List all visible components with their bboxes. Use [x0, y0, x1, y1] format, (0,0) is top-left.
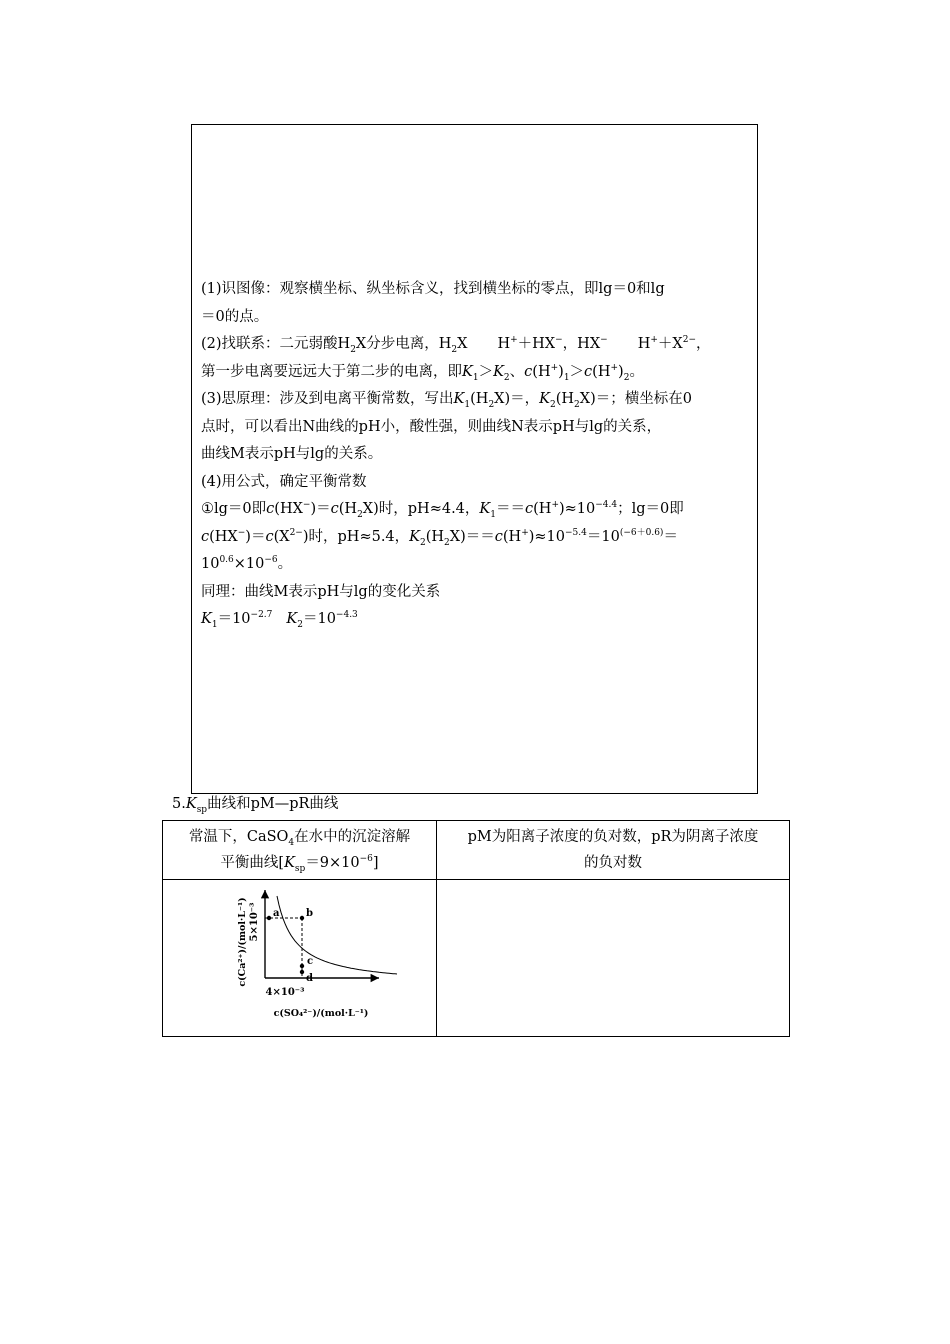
empty-cell: [437, 880, 790, 1037]
superscript: +: [510, 335, 518, 346]
superscript: −: [302, 500, 311, 511]
explanation-line-2: [201, 304, 753, 332]
point-label-b: b: [306, 908, 313, 919]
text: 同理：曲线M表示pH与lg的变化关系: [201, 583, 441, 600]
chart-points: [267, 908, 313, 984]
symbol-K: K: [284, 855, 295, 871]
symbol-c: c: [330, 501, 339, 517]
explanation-line-4: [201, 359, 753, 387]
text: (H: [470, 391, 489, 407]
subscript: 1: [211, 619, 218, 630]
symbol-K: K: [286, 611, 298, 627]
text: (H: [592, 363, 611, 380]
subscript: sp: [196, 804, 208, 815]
text: H: [637, 336, 651, 352]
explanation-line-8: [201, 469, 753, 497]
header-cell-pm-pr: [437, 821, 790, 880]
guide-lines: [265, 918, 302, 978]
y-axis-label: c(Ca²⁺)/(mol·L⁻¹): [237, 897, 248, 987]
text: 平衡曲线[: [220, 855, 285, 871]
explanation-line-5: [201, 386, 753, 414]
text: X分步电离，H: [355, 336, 452, 352]
superscript: 0.6: [219, 555, 234, 566]
explanation-line-11: [201, 551, 753, 579]
text: ＞: [478, 363, 494, 380]
text: X)＝；横坐标在0: [579, 391, 692, 407]
superscript: −: [600, 335, 608, 346]
superscript: −4.3: [335, 610, 358, 621]
subscript: 2: [451, 344, 458, 355]
y-tick-label: 5×10⁻³: [249, 902, 260, 942]
subscript: 2: [350, 344, 356, 355]
table-header-row: [163, 821, 790, 880]
text: )≈10: [528, 528, 566, 545]
header-cell-caso4: [163, 821, 437, 880]
symbol-c: c: [201, 528, 210, 545]
text: 。: [629, 363, 644, 380]
text: (H: [532, 363, 551, 380]
chart-cell: [163, 880, 437, 1037]
subscript: 2: [503, 372, 510, 383]
superscript: −: [237, 527, 246, 538]
text: H: [497, 336, 511, 352]
text: ): [558, 363, 564, 380]
text: (HX: [274, 501, 303, 517]
symbol-K: K: [493, 363, 504, 380]
chart-container: [169, 882, 443, 1034]
explanation-line-6: [201, 414, 753, 442]
text: )时，pH≈5.4，: [302, 528, 410, 545]
symbol-c: c: [494, 528, 503, 545]
point-label-c: c: [307, 956, 314, 967]
text: (X: [273, 528, 290, 545]
subscript: 1: [563, 372, 570, 383]
point-c: [300, 964, 304, 968]
superscript: −5.4: [565, 527, 587, 538]
solubility-curve: [277, 896, 397, 974]
text: (H: [502, 528, 522, 545]
symbol-c: c: [266, 501, 275, 517]
symbol-K: K: [539, 391, 550, 407]
text: ，: [696, 336, 711, 352]
text: (3)思原理：涉及到电离平衡常数，写出: [201, 391, 454, 407]
subscript: 2: [550, 399, 556, 410]
text: ①lg＝0即: [201, 501, 267, 517]
superscript: −2.7: [250, 610, 273, 621]
x-tick-label: 4×10⁻³: [265, 987, 305, 998]
superscript: −: [555, 335, 563, 346]
text: ＝10: [302, 611, 336, 627]
text: ＝0的点。: [201, 308, 269, 325]
symbol-K: K: [201, 611, 212, 627]
text: 。: [277, 556, 293, 572]
explanation-line-7: [201, 441, 753, 469]
table-body-row: [163, 880, 790, 1037]
symbol-c: c: [525, 501, 534, 517]
text: 10: [201, 556, 220, 572]
x-axis-label: c(SO₄²⁻)/(mol·L⁻¹): [273, 1008, 369, 1019]
text: )＝: [245, 528, 266, 545]
text: 的负对数: [584, 855, 642, 871]
subscript: 2: [488, 399, 495, 410]
point-label-a: a: [273, 908, 280, 919]
text: ＝: [663, 528, 678, 545]
text: ): [618, 363, 624, 380]
explanation-line-13: [201, 606, 753, 634]
subscript: 2: [297, 619, 303, 630]
superscript: +: [521, 527, 529, 538]
explanation-line-3: [201, 331, 753, 359]
subscript: 1: [472, 372, 479, 383]
text: 在水中的沉淀溶解: [294, 829, 411, 845]
explanation-line-10: [201, 524, 753, 552]
symbol-K: K: [462, 363, 473, 380]
superscript: −6: [264, 555, 278, 566]
superscript: (−6＋0.6): [619, 527, 664, 538]
symbol-K: K: [479, 501, 491, 517]
text: ＋X: [657, 336, 683, 352]
subscript: 2: [357, 509, 363, 520]
text: ＞: [569, 363, 585, 380]
point-label-d: d: [306, 973, 313, 984]
superscript: +: [650, 335, 658, 346]
symbol-c: c: [584, 363, 593, 380]
text: (H: [533, 501, 552, 517]
text: )≈10: [558, 501, 596, 517]
symbol-c: c: [524, 363, 533, 380]
text: ×10: [233, 556, 265, 572]
symbol-K: K: [409, 528, 420, 545]
superscript: −4.4: [595, 500, 618, 511]
subscript: 2: [574, 399, 580, 410]
subscript: 2: [444, 537, 450, 548]
text: (HX: [209, 528, 238, 545]
explanation-line-1: [201, 276, 753, 304]
subscript: 4: [288, 837, 295, 848]
explanation-line-9: [201, 496, 753, 524]
superscript: 2−: [682, 335, 696, 346]
section-title-text: 曲线和pM—pR曲线: [207, 796, 339, 812]
text: pM为阳离子浓度的负对数，pR为阴离子浓度: [467, 829, 759, 845]
caso4-solubility-chart: [169, 882, 443, 1034]
subscript: 1: [490, 509, 496, 520]
subscript: sp: [294, 863, 306, 874]
section-number: 5.: [172, 796, 186, 812]
text: ；lg＝0即: [617, 501, 684, 517]
text: X)＝，: [494, 391, 540, 407]
text: (H: [555, 391, 575, 407]
text: (2)找联系：二元弱酸H: [201, 336, 351, 352]
text: )＝: [310, 501, 331, 517]
point-d: [300, 970, 304, 974]
symbol-K: K: [185, 796, 197, 812]
text: 曲线M表示pH与lg的关系。: [201, 446, 383, 462]
text: ＝10: [217, 611, 251, 627]
text: 、: [509, 363, 525, 380]
symbol-K: K: [453, 391, 465, 407]
text: ]: [372, 855, 379, 871]
text: (1)识图像：观察横坐标、纵坐标含义，找到横坐标的零点，即lg＝0和lg: [201, 281, 665, 297]
text: (H: [338, 501, 358, 517]
text: (4)用公式，确定平衡常数: [201, 473, 367, 490]
subscript: 1: [464, 399, 471, 410]
text: 常温下，CaSO: [188, 829, 289, 845]
superscript: 2−: [289, 527, 303, 538]
subscript: 2: [623, 372, 630, 383]
text: 第一步电离要远远大于第二步的电离，即: [201, 363, 462, 380]
superscript: +: [610, 362, 619, 373]
symbol-c: c: [265, 528, 274, 545]
section-title: [172, 794, 338, 814]
text: X)时，pH≈4.4，: [362, 501, 480, 517]
point-b: [300, 916, 304, 920]
subscript: 2: [420, 537, 426, 548]
text: X)＝＝: [449, 528, 495, 545]
text: ＝10: [586, 528, 620, 545]
text: ＝9×10: [305, 855, 360, 871]
point-a: [267, 916, 271, 920]
explanation-line-12: [201, 579, 753, 607]
text: ＝＝: [496, 501, 525, 517]
explanation-text: [201, 276, 753, 634]
superscript: +: [551, 500, 559, 511]
text: ＋HX: [517, 336, 556, 352]
text: X: [457, 336, 468, 352]
ksp-table: [162, 820, 790, 1037]
text: (H: [425, 528, 445, 545]
text: 点时，可以看出N曲线的pH小，酸性强，则曲线N表示pH与lg的关系，: [201, 418, 662, 435]
text: ，HX: [562, 336, 601, 352]
superscript: +: [550, 362, 559, 373]
superscript: −6: [359, 854, 373, 865]
